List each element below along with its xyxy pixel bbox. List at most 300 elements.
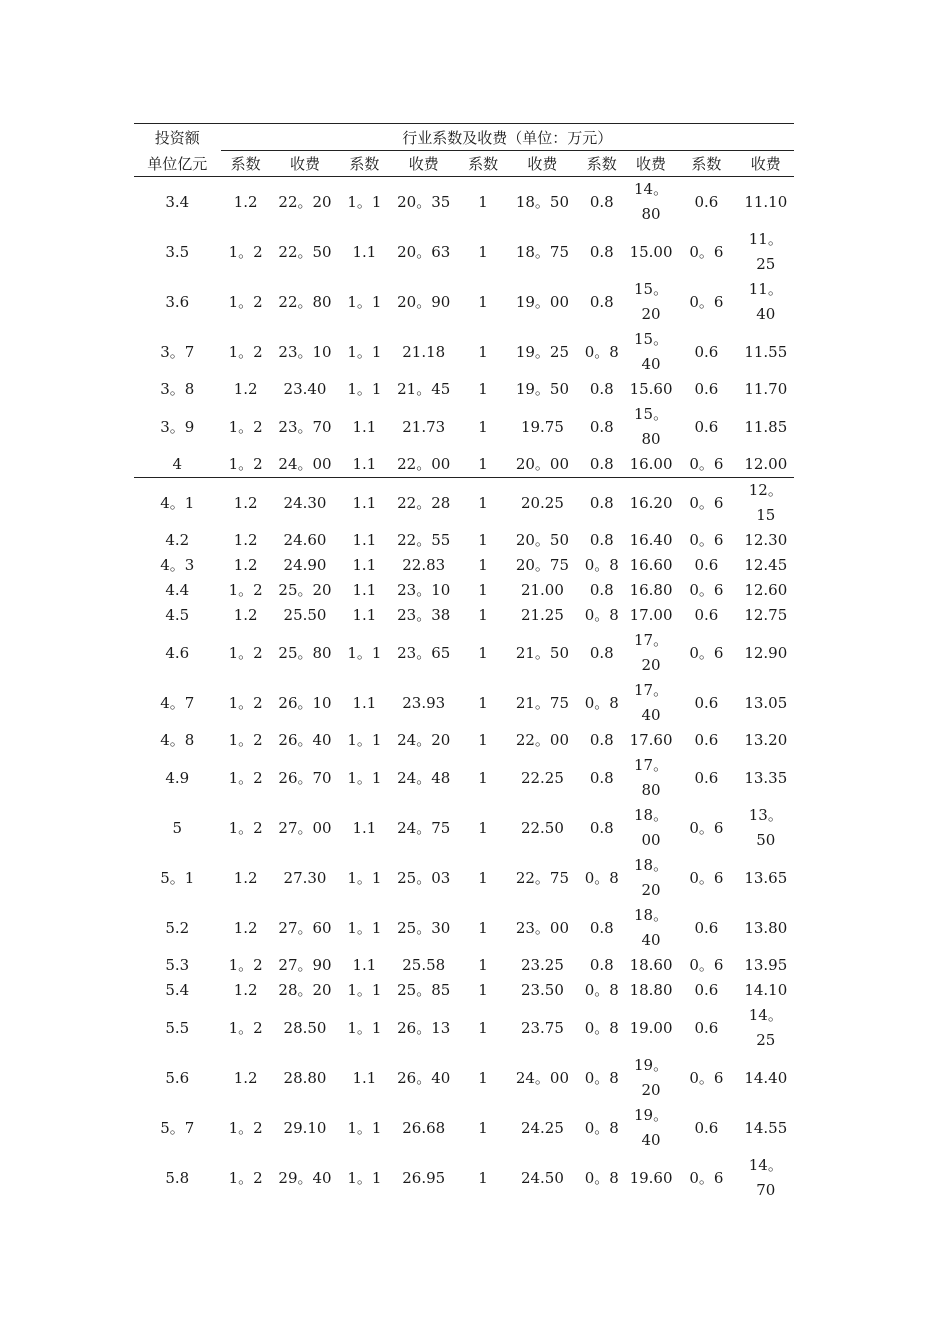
- cell-text: 0.6: [694, 1118, 719, 1137]
- cell-fee-2: [390, 1103, 458, 1153]
- table-row: [134, 728, 794, 753]
- cell-text: 21.00: [520, 581, 564, 599]
- cell-text: 1.1: [352, 242, 377, 261]
- cell-coef-2: [339, 227, 389, 277]
- cell-text: 12.90: [744, 643, 788, 662]
- cell-coef-3: [458, 953, 508, 978]
- cell-coef-1: [221, 528, 271, 553]
- cell-text: 0。6: [689, 493, 724, 512]
- cell-coef-1: [221, 1003, 271, 1053]
- cell-fee-1: [271, 478, 339, 529]
- cell-coef-4: [577, 753, 627, 803]
- cell-text: 1。1: [347, 868, 382, 887]
- table-row: [134, 553, 794, 578]
- cell-text: 19。50: [515, 380, 570, 398]
- cell-coef-3: [458, 628, 508, 678]
- cell-text: 1.2: [233, 606, 258, 624]
- cell-fee-3: [508, 578, 576, 603]
- table-row: [134, 377, 794, 402]
- cell-text: 25。03: [397, 868, 451, 887]
- subheader-fee-1: 收费: [271, 151, 339, 177]
- cell-text: 25.50: [283, 606, 327, 624]
- cell-text: 4。8: [160, 731, 195, 749]
- cell-text: 0.8: [589, 493, 614, 512]
- cell-fee-4: [627, 553, 675, 578]
- header-unit: 单位亿元: [134, 151, 221, 177]
- cell-coef-3: [458, 227, 508, 277]
- cell-coef-5: [675, 678, 737, 728]
- cell-coef-3: [458, 553, 508, 578]
- cell-fee-4: [627, 227, 675, 277]
- cell-coef-1: [221, 177, 271, 228]
- cell-fee-4: [627, 1053, 675, 1103]
- cell-coef-2: [339, 528, 389, 553]
- cell-fee-4: [627, 277, 675, 327]
- cell-fee-2: [390, 853, 458, 903]
- cell-text: 29.10: [283, 1118, 327, 1137]
- cell-fee-1: [271, 1003, 339, 1053]
- cell-text: 19.60: [629, 1168, 673, 1187]
- cell-coef-2: [339, 803, 389, 853]
- cell-text: 0。8: [584, 868, 619, 887]
- cell-coef-3: [458, 327, 508, 377]
- cell-fee-5: [738, 853, 794, 903]
- cell-text: 5: [172, 818, 183, 837]
- cell-text: 1。1: [347, 342, 382, 361]
- cell-text: 1: [478, 1018, 488, 1037]
- cell-coef-2: [339, 402, 389, 452]
- cell-text: 0。6: [689, 581, 724, 599]
- cell-text: 1。2: [228, 242, 263, 261]
- cell-text: 20。75: [515, 556, 570, 574]
- cell-invest: [134, 553, 221, 578]
- cell-text: 20。35: [397, 192, 451, 211]
- cell-text: 20.25: [520, 493, 564, 512]
- cell-coef-1: [221, 327, 271, 377]
- cell-text: 1.2: [233, 493, 258, 512]
- cell-text: 3。9: [160, 417, 195, 436]
- cell-text: 1: [478, 417, 488, 436]
- cell-text: 11.70: [744, 380, 788, 398]
- cell-fee-5: [738, 953, 794, 978]
- cell-fee-1: [271, 528, 339, 553]
- cell-fee-1: [271, 452, 339, 478]
- cell-coef-3: [458, 528, 508, 553]
- cell-fee-2: [390, 553, 458, 578]
- cell-text: 15。20: [634, 280, 669, 323]
- cell-coef-1: [221, 1053, 271, 1103]
- cell-coef-1: [221, 227, 271, 277]
- cell-text: 1.1: [352, 455, 377, 473]
- cell-fee-2: [390, 1003, 458, 1053]
- cell-text: 22。75: [515, 868, 570, 887]
- cell-text: 12.45: [744, 556, 788, 574]
- cell-coef-5: [675, 753, 737, 803]
- cell-text: 1: [478, 455, 488, 473]
- cell-coef-5: [675, 603, 737, 628]
- cell-fee-4: [627, 1003, 675, 1053]
- cell-fee-3: [508, 528, 576, 553]
- cell-text: 0。6: [689, 818, 724, 837]
- cell-fee-2: [390, 628, 458, 678]
- cell-text: 1.2: [233, 380, 258, 398]
- cell-text: 1。1: [347, 643, 382, 662]
- fee-table: [134, 123, 794, 1203]
- cell-coef-2: [339, 327, 389, 377]
- cell-fee-1: [271, 803, 339, 853]
- cell-text: 5.6: [165, 1068, 190, 1087]
- cell-fee-2: [390, 728, 458, 753]
- cell-coef-4: [577, 553, 627, 578]
- cell-invest: [134, 628, 221, 678]
- cell-fee-4: [627, 1103, 675, 1153]
- cell-text: 21.18: [402, 342, 446, 361]
- cell-coef-5: [675, 728, 737, 753]
- subheader-coef-4: 系数: [577, 151, 627, 177]
- cell-text: 0。6: [689, 868, 724, 887]
- cell-text: 5。1: [160, 868, 195, 887]
- cell-coef-3: [458, 1053, 508, 1103]
- cell-text: 1: [478, 531, 488, 549]
- cell-fee-3: [508, 452, 576, 478]
- cell-text: 1。2: [228, 956, 263, 974]
- cell-coef-1: [221, 978, 271, 1003]
- cell-text: 23.50: [520, 981, 564, 999]
- cell-text: 12。15: [748, 481, 783, 524]
- cell-text: 28.80: [283, 1068, 327, 1087]
- cell-coef-1: [221, 628, 271, 678]
- cell-text: 1。2: [228, 292, 263, 311]
- cell-coef-5: [675, 177, 737, 228]
- cell-text: 11。40: [748, 280, 783, 323]
- table-row: [134, 478, 794, 529]
- cell-text: 17。40: [634, 681, 669, 724]
- cell-text: 5.2: [165, 918, 190, 937]
- cell-text: 27.30: [283, 868, 327, 887]
- cell-invest: [134, 1003, 221, 1053]
- cell-fee-3: [508, 1153, 576, 1203]
- cell-text: 24.30: [283, 493, 327, 512]
- cell-text: 23.75: [520, 1018, 564, 1037]
- cell-fee-1: [271, 853, 339, 903]
- cell-text: 28。20: [278, 981, 332, 999]
- cell-fee-4: [627, 903, 675, 953]
- cell-text: 26。10: [278, 693, 332, 712]
- cell-text: 14。80: [634, 180, 669, 223]
- header-row-2: [134, 151, 794, 177]
- cell-coef-4: [577, 402, 627, 452]
- cell-invest: [134, 1103, 221, 1153]
- cell-text: 24。00: [278, 455, 332, 473]
- cell-coef-2: [339, 553, 389, 578]
- cell-text: 23。00: [515, 918, 570, 937]
- cell-text: 20。63: [397, 242, 451, 261]
- subheader-fee-3: 收费: [508, 151, 576, 177]
- cell-text: 1: [478, 380, 488, 398]
- cell-text: 1。1: [347, 731, 382, 749]
- cell-fee-3: [508, 402, 576, 452]
- cell-text: 0。6: [689, 956, 724, 974]
- cell-text: 11.55: [744, 342, 788, 361]
- cell-coef-2: [339, 728, 389, 753]
- cell-text: 27。90: [278, 956, 332, 974]
- cell-coef-5: [675, 803, 737, 853]
- cell-coef-2: [339, 978, 389, 1003]
- table-row: [134, 903, 794, 953]
- cell-text: 5。7: [160, 1118, 195, 1137]
- cell-coef-2: [339, 1003, 389, 1053]
- cell-fee-2: [390, 603, 458, 628]
- cell-fee-3: [508, 978, 576, 1003]
- cell-text: 16.40: [629, 531, 673, 549]
- table-row: [134, 452, 794, 478]
- cell-text: 1.1: [352, 493, 377, 512]
- cell-text: 5.8: [165, 1168, 190, 1187]
- cell-text: 0.8: [589, 192, 614, 211]
- cell-text: 0。8: [584, 1118, 619, 1137]
- cell-text: 0.6: [694, 417, 719, 436]
- cell-fee-5: [738, 528, 794, 553]
- cell-fee-3: [508, 953, 576, 978]
- cell-text: 15。80: [634, 405, 669, 448]
- cell-text: 1.1: [352, 818, 377, 837]
- cell-text: 23。10: [278, 342, 332, 361]
- cell-fee-1: [271, 377, 339, 402]
- cell-coef-4: [577, 1053, 627, 1103]
- cell-text: 25。20: [278, 581, 332, 599]
- cell-coef-3: [458, 177, 508, 228]
- cell-fee-5: [738, 803, 794, 853]
- cell-text: 1: [478, 1068, 488, 1087]
- cell-text: 24.60: [283, 531, 327, 549]
- cell-fee-3: [508, 553, 576, 578]
- cell-text: 5.3: [165, 956, 190, 974]
- cell-coef-3: [458, 1153, 508, 1203]
- cell-fee-1: [271, 628, 339, 678]
- table-row: [134, 953, 794, 978]
- cell-coef-2: [339, 452, 389, 478]
- cell-text: 25。30: [397, 918, 451, 937]
- cell-fee-5: [738, 177, 794, 228]
- cell-coef-3: [458, 478, 508, 529]
- cell-coef-4: [577, 227, 627, 277]
- cell-text: 1。2: [228, 818, 263, 837]
- cell-invest: [134, 753, 221, 803]
- cell-text: 27。00: [278, 818, 332, 837]
- cell-fee-4: [627, 678, 675, 728]
- cell-coef-1: [221, 478, 271, 529]
- cell-invest: [134, 528, 221, 553]
- table-row: [134, 628, 794, 678]
- cell-coef-2: [339, 953, 389, 978]
- cell-text: 0。6: [689, 531, 724, 549]
- cell-text: 0。6: [689, 643, 724, 662]
- cell-fee-5: [738, 1153, 794, 1203]
- table-row: [134, 402, 794, 452]
- cell-coef-1: [221, 853, 271, 903]
- cell-text: 24。48: [397, 768, 451, 787]
- cell-coef-1: [221, 603, 271, 628]
- cell-fee-2: [390, 452, 458, 478]
- cell-text: 11。25: [748, 230, 783, 273]
- cell-coef-1: [221, 553, 271, 578]
- cell-text: 1。1: [347, 1118, 382, 1137]
- cell-text: 4.2: [165, 531, 190, 549]
- cell-text: 1。2: [228, 731, 263, 749]
- cell-coef-2: [339, 603, 389, 628]
- table-row: [134, 327, 794, 377]
- cell-fee-2: [390, 953, 458, 978]
- cell-text: 19。25: [515, 342, 570, 361]
- cell-fee-4: [627, 853, 675, 903]
- cell-text: 0.8: [589, 643, 614, 662]
- cell-fee-4: [627, 452, 675, 478]
- cell-fee-1: [271, 753, 339, 803]
- cell-text: 25。80: [278, 643, 332, 662]
- cell-fee-1: [271, 903, 339, 953]
- cell-coef-4: [577, 528, 627, 553]
- cell-text: 16.60: [629, 556, 673, 574]
- cell-text: 18.60: [629, 956, 673, 974]
- cell-text: 0.6: [694, 693, 719, 712]
- cell-invest: [134, 853, 221, 903]
- cell-fee-1: [271, 578, 339, 603]
- cell-fee-2: [390, 803, 458, 853]
- cell-text: 26。40: [397, 1068, 451, 1087]
- cell-invest: [134, 978, 221, 1003]
- cell-coef-4: [577, 452, 627, 478]
- cell-text: 3.5: [165, 242, 190, 261]
- cell-text: 20。90: [397, 292, 451, 311]
- cell-fee-4: [627, 327, 675, 377]
- cell-invest: [134, 277, 221, 327]
- cell-text: 4。1: [160, 493, 195, 512]
- cell-coef-3: [458, 277, 508, 327]
- cell-text: 22。80: [278, 292, 332, 311]
- cell-coef-2: [339, 377, 389, 402]
- cell-text: 26.68: [402, 1118, 446, 1137]
- cell-fee-4: [627, 728, 675, 753]
- cell-fee-5: [738, 553, 794, 578]
- cell-fee-2: [390, 177, 458, 228]
- cell-coef-5: [675, 1053, 737, 1103]
- cell-invest: [134, 578, 221, 603]
- cell-text: 5.4: [165, 981, 190, 999]
- cell-text: 1: [478, 818, 488, 837]
- cell-fee-4: [627, 402, 675, 452]
- cell-coef-3: [458, 1003, 508, 1053]
- cell-text: 21。45: [397, 380, 451, 398]
- cell-fee-3: [508, 628, 576, 678]
- cell-fee-5: [738, 377, 794, 402]
- table-row: [134, 678, 794, 728]
- cell-fee-5: [738, 628, 794, 678]
- cell-text: 19。40: [634, 1106, 669, 1149]
- cell-invest: [134, 402, 221, 452]
- cell-text: 0.8: [589, 956, 614, 974]
- cell-text: 19。00: [515, 292, 570, 311]
- subheader-coef-2: 系数: [339, 151, 389, 177]
- cell-text: 1: [478, 581, 488, 599]
- cell-text: 22.50: [520, 818, 564, 837]
- cell-fee-4: [627, 377, 675, 402]
- subheader-coef-5: 系数: [675, 151, 737, 177]
- cell-text: 17.60: [629, 731, 673, 749]
- cell-text: 17.00: [629, 606, 673, 624]
- cell-fee-5: [738, 1003, 794, 1053]
- cell-fee-3: [508, 327, 576, 377]
- cell-invest: [134, 678, 221, 728]
- cell-fee-5: [738, 402, 794, 452]
- cell-fee-2: [390, 327, 458, 377]
- cell-text: 0.6: [694, 380, 719, 398]
- subheader-fee-2: 收费: [390, 151, 458, 177]
- cell-text: 1: [478, 981, 488, 999]
- cell-text: 1: [478, 956, 488, 974]
- cell-coef-5: [675, 478, 737, 529]
- cell-coef-5: [675, 327, 737, 377]
- cell-fee-5: [738, 452, 794, 478]
- cell-coef-2: [339, 853, 389, 903]
- cell-coef-1: [221, 578, 271, 603]
- cell-coef-2: [339, 177, 389, 228]
- cell-text: 24.90: [283, 556, 327, 574]
- cell-text: 20。50: [515, 531, 570, 549]
- cell-fee-5: [738, 478, 794, 529]
- cell-text: 1。2: [228, 643, 263, 662]
- cell-fee-1: [271, 327, 339, 377]
- cell-coef-3: [458, 853, 508, 903]
- cell-text: 1: [478, 643, 488, 662]
- cell-text: 0.8: [589, 380, 614, 398]
- cell-fee-1: [271, 678, 339, 728]
- cell-text: 23。38: [397, 606, 451, 624]
- cell-text: 1。2: [228, 768, 263, 787]
- cell-text: 13.65: [744, 868, 788, 887]
- cell-coef-4: [577, 803, 627, 853]
- cell-fee-5: [738, 1103, 794, 1153]
- cell-coef-3: [458, 753, 508, 803]
- cell-text: 4.4: [165, 581, 190, 599]
- cell-text: 25。85: [397, 981, 451, 999]
- cell-text: 23.40: [283, 380, 327, 398]
- cell-coef-4: [577, 578, 627, 603]
- cell-text: 1。1: [347, 768, 382, 787]
- cell-coef-5: [675, 528, 737, 553]
- cell-fee-5: [738, 1053, 794, 1103]
- cell-fee-4: [627, 578, 675, 603]
- cell-text: 0。6: [689, 455, 724, 473]
- cell-text: 0.6: [694, 731, 719, 749]
- cell-fee-4: [627, 978, 675, 1003]
- cell-text: 1。2: [228, 1168, 263, 1187]
- cell-text: 1.2: [233, 981, 258, 999]
- cell-fee-2: [390, 528, 458, 553]
- cell-text: 4.5: [165, 606, 190, 624]
- cell-text: 19。20: [634, 1056, 669, 1099]
- cell-text: 14。70: [748, 1156, 783, 1199]
- cell-text: 4.9: [165, 768, 190, 787]
- cell-coef-2: [339, 903, 389, 953]
- cell-text: 1.1: [352, 581, 377, 599]
- cell-text: 1: [478, 768, 488, 787]
- cell-coef-5: [675, 227, 737, 277]
- cell-coef-1: [221, 803, 271, 853]
- cell-coef-2: [339, 753, 389, 803]
- table-row: [134, 227, 794, 277]
- cell-fee-1: [271, 277, 339, 327]
- subheader-coef-3: 系数: [458, 151, 508, 177]
